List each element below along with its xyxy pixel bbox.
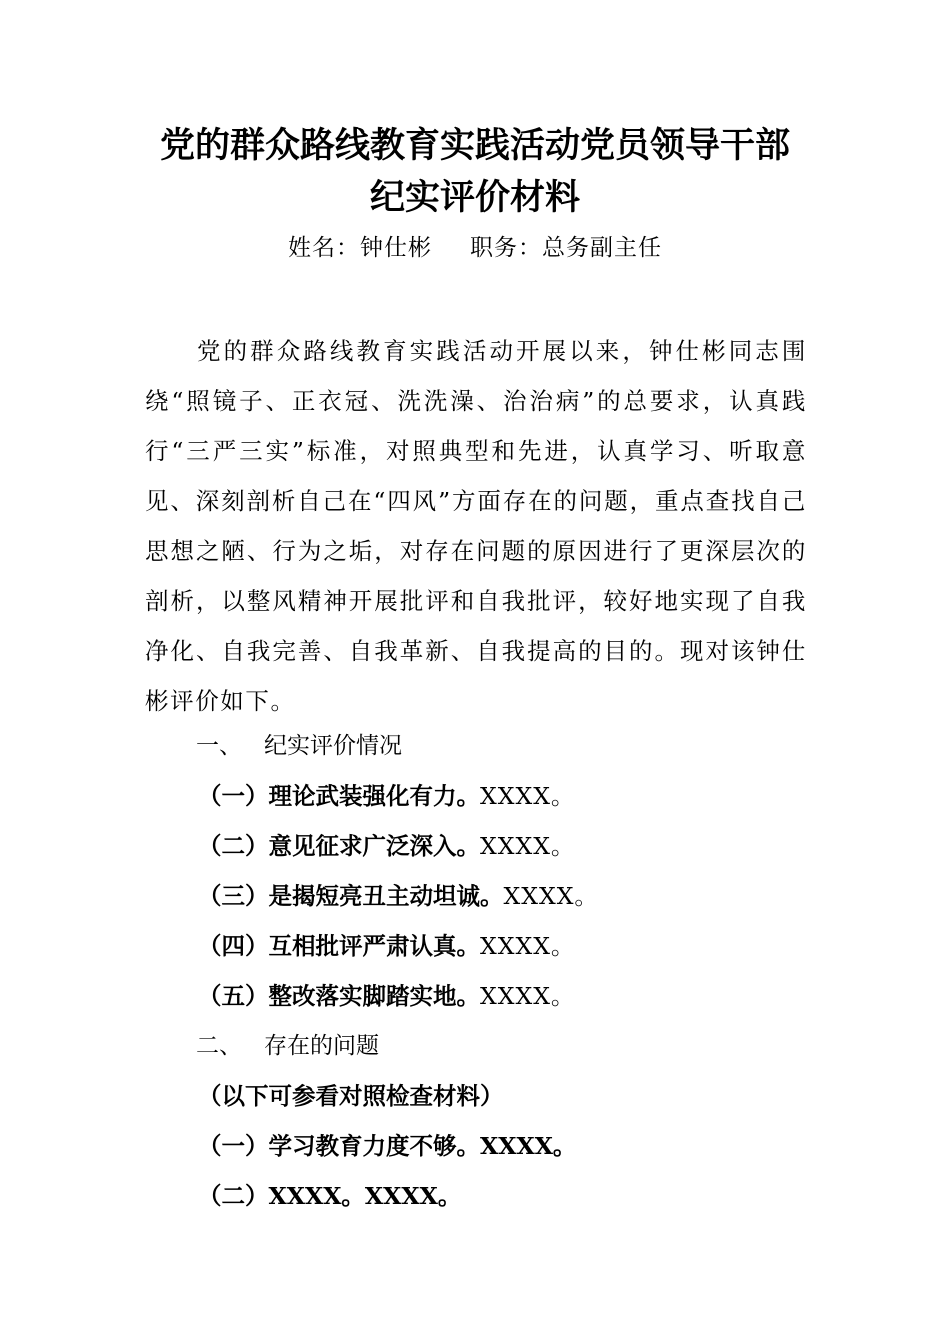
document-title-line-2: 纪实评价材料 — [369, 177, 580, 218]
section-1-item: （四）互相批评严肃认真。XXXX。 — [198, 932, 576, 960]
section-2-item: （一）学习教育力度不够。XXXX。 — [198, 1132, 577, 1160]
section-2-item: （二）XXXX。XXXX。 — [198, 1182, 462, 1210]
section-2-title: 存在的问题 — [264, 1033, 379, 1059]
section-1-item: （三）是揭短亮丑主动坦诚。XXXX。 — [198, 882, 599, 910]
section-1-number: 一、 — [196, 733, 242, 759]
section-1-item: （二）意见征求广泛深入。XXXX。 — [198, 832, 576, 860]
intro-paragraph: 党的群众路线教育实践活动开展以来，钟仕彬同志围绕“照镜子、正衣冠、洗洗澡、治治病”的总要求，认真践行“三严三实”标准，对照典型和先进，认真学习、听取意见、深刻剖析自己在“四风”方面存在的问题，重点查找自己思想之陋、行为之垢，对存在问题的原因进行了更深层次的剖析，以整风精神开展批评和自我批评，较好地实现了自我净化、自我完善、自我革新、自我提高的目的。现对该钟仕彬评价如下。 — [145, 337, 807, 715]
section-1-heading — [0, 728, 950, 764]
author-name: 姓名：钟仕彬 — [288, 235, 432, 261]
section-2-number: 二、 — [196, 1033, 242, 1059]
section-2-heading — [0, 1028, 950, 1064]
section-1-title: 纪实评价情况 — [264, 733, 402, 759]
section-1-item: （一）理论武装强化有力。XXXX。 — [198, 782, 576, 810]
document-title-line-1: 党的群众路线教育实践活动党员领导干部 — [159, 125, 790, 166]
author-info — [0, 232, 950, 264]
section-1-item: （五）整改落实脚踏实地。XXXX。 — [198, 982, 576, 1010]
author-position: 职务：总务副主任 — [470, 235, 662, 261]
section-2-note: （以下可参看对照检查材料） — [198, 1082, 504, 1110]
